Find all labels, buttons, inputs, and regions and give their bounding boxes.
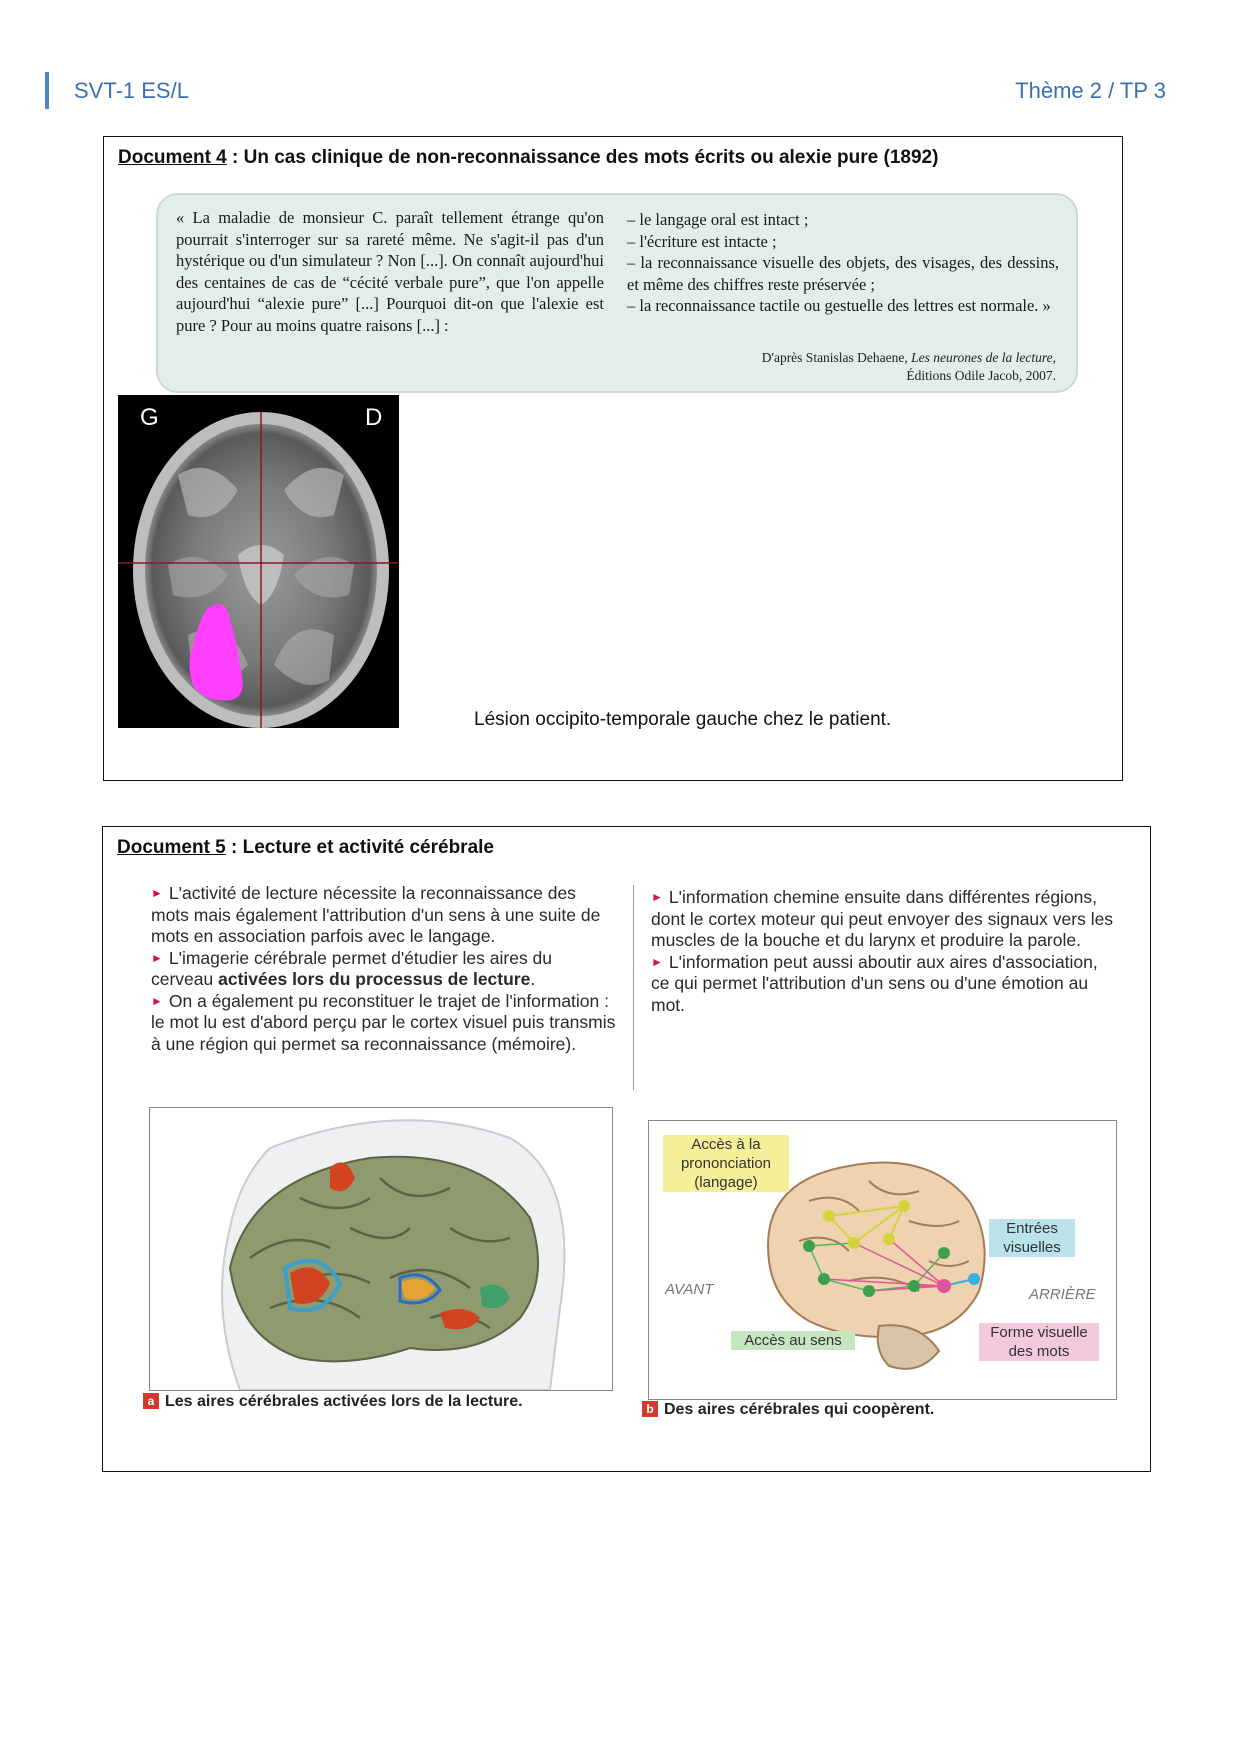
paragraph bbox=[151, 991, 618, 1056]
quote-item: – la reconnaissance tactile ou gestuelle des lettres est normale. » bbox=[627, 296, 1051, 315]
paragraph bbox=[651, 952, 1121, 1017]
doc4-source bbox=[762, 349, 1056, 385]
paragraph-text: L'information chemine ensuite dans différentes régions, dont le cortex moteur qui peut envoyer des signaux vers les muscles de la bouche et du larynx et produire la parole. bbox=[651, 887, 1114, 950]
doc5-left-text bbox=[151, 883, 618, 1055]
brain-3d-illustration bbox=[150, 1108, 612, 1390]
doc4-title-label: Document 4 bbox=[118, 147, 227, 168]
figure-b-letter: b bbox=[642, 1401, 658, 1417]
label-pronunciation: Accès à la prononciation (langage) bbox=[663, 1135, 789, 1192]
source-author: D'après Stanislas Dehaene, bbox=[761, 350, 912, 365]
doc4-title bbox=[118, 147, 938, 169]
figure-a-caption bbox=[143, 1393, 523, 1411]
header-course: SVT-1 ES/L bbox=[74, 78, 189, 103]
doc5-title bbox=[117, 837, 494, 859]
figure-b-caption bbox=[642, 1401, 934, 1419]
label-back: ARRIÈRE bbox=[1029, 1286, 1096, 1303]
paragraph-text: On a également pu reconstituer le trajet de l'information : le mot lu est d'abord perçu par le cortex visuel puis transmis à une région qui permet sa reconnaissance (mémoire). bbox=[151, 990, 616, 1054]
paragraph-bold: activées lors du processus de lecture bbox=[218, 969, 531, 989]
quote-item: – l'écriture est intacte ; bbox=[627, 231, 777, 251]
header-accent-bar bbox=[45, 72, 49, 109]
label-word-form: Forme visuelle des mots bbox=[979, 1323, 1099, 1361]
label-front: AVANT bbox=[665, 1281, 714, 1298]
label-visual-inputs: Entrées visuelles bbox=[989, 1219, 1075, 1257]
paragraph-text: L'information peut aussi aboutir aux aires d'association, ce qui permet l'attribution d'un sens ou d'une émotion au mot. bbox=[651, 951, 1098, 1015]
bullet-icon: ► bbox=[151, 886, 163, 900]
mri-scan-svg bbox=[118, 395, 399, 728]
paragraph bbox=[151, 883, 618, 948]
quote-item: – la reconnaissance visuelle des objets, des visages, des dessins, et même des chiffres reste préservée ; bbox=[627, 253, 1059, 294]
paragraph: ► L'imagerie cérébrale permet d'étudier les aires du cerveau activées lors du processus de lecture. bbox=[151, 947, 553, 989]
doc5-title-label: Document 5 bbox=[117, 837, 226, 858]
column-divider bbox=[633, 885, 634, 1090]
paragraph-text: L'activité de lecture nécessite la reconnaissance des mots mais également l'attribution d'un sens à une suite de mots en association parfois avec le langage. bbox=[151, 883, 601, 946]
figure-a-caption-text: Les aires cérébrales activées lors de la lecture. bbox=[165, 1393, 523, 1410]
document-4 bbox=[103, 136, 1123, 781]
figure-b-caption-text: Des aires cérébrales qui coopèrent. bbox=[664, 1401, 935, 1418]
source-book: Les neurones de la lecture, bbox=[911, 350, 1056, 365]
doc4-title-text: : Un cas clinique de non-reconnaissance des mots écrits ou alexie pure (1892) bbox=[226, 147, 939, 168]
mri-left-label: G bbox=[140, 404, 159, 431]
mri-scan-image bbox=[118, 395, 399, 728]
paragraph-text: L'imagerie cérébrale permet d'étudier les aires du cerveau bbox=[151, 947, 553, 989]
bullet-icon: ► bbox=[651, 954, 663, 969]
doc5-right-text bbox=[651, 887, 1121, 1016]
quote-item: – le langage oral est intact ; bbox=[627, 210, 809, 229]
doc4-quote-right bbox=[627, 209, 1059, 317]
bullet-icon: ► bbox=[151, 950, 163, 965]
figure-b-brain-areas bbox=[648, 1120, 1117, 1400]
document-5 bbox=[102, 826, 1151, 1472]
header-theme: Thème 2 / TP 3 bbox=[1015, 78, 1166, 103]
doc4-quote-box bbox=[156, 193, 1078, 393]
bullet-icon: ► bbox=[151, 993, 163, 1008]
figure-a-letter: a bbox=[143, 1393, 159, 1409]
figure-a-brain-activity bbox=[149, 1107, 613, 1391]
label-meaning: Accès au sens bbox=[731, 1331, 855, 1350]
bullet-icon: ► bbox=[651, 890, 663, 904]
mri-right-label: D bbox=[365, 404, 383, 431]
doc4-caption: Lésion occipito-temporale gauche chez le patient. bbox=[474, 709, 892, 730]
doc5-title-text: : Lecture et activité cérébrale bbox=[225, 837, 494, 858]
doc4-quote-left: « La maladie de monsieur C. paraît tellement étrange qu'on pourrait s'interroger sur sa rareté même. Ne s'agit-il pas d'un hystérique ou d'un simulateur ? Non [...]. On connaît aujourd'hui des centaines de cas de “cécité verbale pure”, que l'on appelle aujourd'hui “alexie pure” [...] Pourquoi dit-on que l'alexie est pure ? Pour au moins quatre raisons [...] : bbox=[176, 208, 604, 335]
source-publisher: Éditions Odile Jacob, 2007. bbox=[906, 368, 1056, 383]
paragraph bbox=[651, 887, 1121, 952]
